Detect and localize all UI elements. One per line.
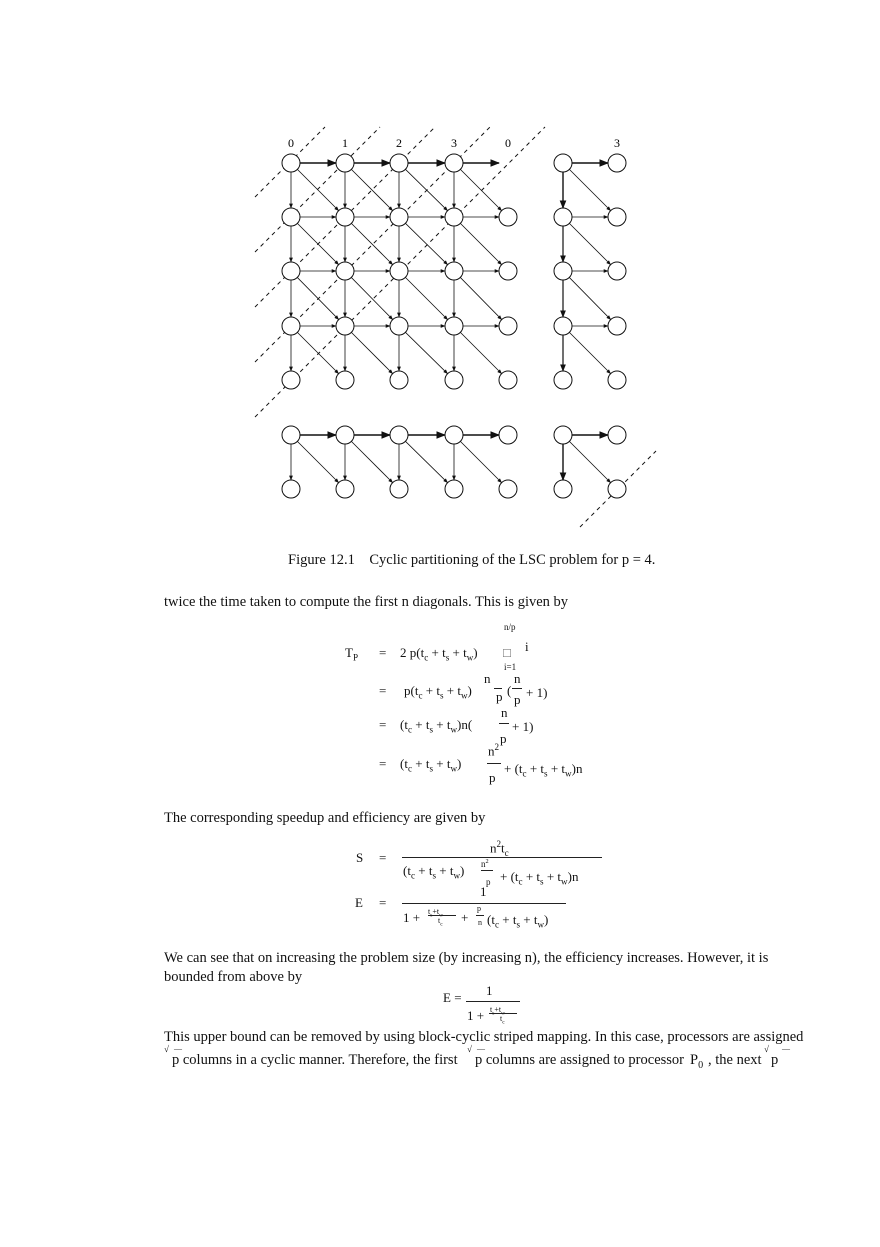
frac-n-squared: $n^2$ xyxy=(488,742,500,759)
sqrt-bar: — xyxy=(477,1044,485,1053)
grid-node xyxy=(608,426,626,444)
sqrt-symbol: √ xyxy=(764,1044,769,1054)
grid-node xyxy=(608,371,626,389)
eq-sign: = xyxy=(379,756,387,771)
grid-node xyxy=(499,317,517,335)
eq-sign: = xyxy=(379,683,387,698)
grid-node xyxy=(608,317,626,335)
efficiency-paragraph-line-1: We can see that on increasing the problem size (by increasing n), the efficiency increases. However, it is xyxy=(164,950,769,966)
grid-node xyxy=(554,262,572,280)
grid-node xyxy=(445,426,463,444)
last-line-part-b: p columns are assigned to processor xyxy=(475,1052,684,1068)
tp-line-4-tail: + $(t_c + t_s + t_w)n$ xyxy=(504,761,583,779)
last-line-part-c: , the next xyxy=(708,1052,762,1068)
grid-node xyxy=(554,480,572,498)
grid-node xyxy=(608,154,626,172)
sqrt-bar: — xyxy=(782,1044,790,1053)
grid-node xyxy=(282,480,300,498)
eq-sign: = xyxy=(379,717,387,732)
efficiency-p: p xyxy=(477,904,481,913)
grid-node xyxy=(445,317,463,335)
frac-n: n xyxy=(514,671,521,686)
grid-node xyxy=(554,426,572,444)
dependency-arrow xyxy=(351,223,392,264)
dependency-arrow xyxy=(569,223,610,264)
efficiency-lhs: E xyxy=(355,895,363,910)
grid-node xyxy=(282,154,300,172)
bound-lhs: E = xyxy=(443,990,462,1005)
grid-node xyxy=(282,317,300,335)
grid-node xyxy=(282,426,300,444)
column-label: 0 xyxy=(505,136,511,150)
grid-node xyxy=(554,154,572,172)
grid-node xyxy=(336,480,354,498)
efficiency-numerator: 1 xyxy=(480,884,487,899)
grid-node xyxy=(608,480,626,498)
efficiency-frac-den: $t_c$ xyxy=(438,916,443,928)
last-line-p: p xyxy=(771,1052,779,1068)
tp-line-2: $p(t_c + t_s + t_w)$ xyxy=(404,683,472,701)
frac-p: p xyxy=(514,692,521,707)
sqrt-bar: — xyxy=(174,1044,182,1053)
dependency-arrow xyxy=(297,441,338,482)
intro-paragraph: twice the time taken to compute the first n diagonals. This is given by xyxy=(164,594,569,610)
grid-node xyxy=(445,480,463,498)
efficiency-tail: $(t_c + t_s + t_w)$ xyxy=(487,912,549,930)
grid-node xyxy=(336,208,354,226)
dependency-arrow xyxy=(460,277,501,319)
frac-n: n xyxy=(501,705,508,720)
eq-sign: = xyxy=(379,645,387,660)
grid-node xyxy=(445,371,463,389)
dependency-arrow xyxy=(569,441,610,482)
dependency-arrow xyxy=(460,441,501,482)
grid-node xyxy=(336,426,354,444)
grid-node xyxy=(554,371,572,389)
grid-node xyxy=(608,208,626,226)
speedup-numerator: $n^2t_c$ xyxy=(490,839,509,858)
grid-node xyxy=(608,262,626,280)
speedup-denominator-a: $(t_c + t_s + t_w)$ xyxy=(403,863,465,881)
tp-lhs: $T_P$ xyxy=(345,645,359,663)
dependency-arrow xyxy=(569,332,610,373)
dependency-arrow xyxy=(297,169,338,210)
eq-sign: = xyxy=(379,895,387,910)
dependency-arrow xyxy=(405,223,447,264)
speedup-lhs: S xyxy=(356,850,364,865)
efficiency-plus: + xyxy=(461,910,469,925)
speedup-den-n2: $n^2$ xyxy=(481,858,489,869)
grid-node xyxy=(390,480,408,498)
dependency-arrow xyxy=(351,277,392,319)
frac-p: p xyxy=(489,770,496,785)
grid-node xyxy=(499,371,517,389)
mapping-paragraph: This upper bound can be removed by using block-cyclic striped mapping. In this case, processors are assigned xyxy=(164,1029,804,1045)
bound-numerator: 1 xyxy=(486,983,493,998)
plus-one: + 1) xyxy=(526,685,548,700)
tp-line-4: $(t_c + t_s + t_w)$ xyxy=(400,756,462,774)
column-label: 2 xyxy=(396,136,402,150)
grid-node xyxy=(390,262,408,280)
grid-node xyxy=(390,154,408,172)
dependency-arrow xyxy=(460,169,501,210)
grid-node xyxy=(499,426,517,444)
dependency-arrow xyxy=(351,332,392,373)
column-label: 3 xyxy=(614,136,620,150)
dependency-arrow xyxy=(569,169,610,210)
grid-node xyxy=(282,371,300,389)
bound-den-one-plus: 1 + xyxy=(467,1008,485,1023)
grid-node xyxy=(390,317,408,335)
grid-node xyxy=(499,262,517,280)
grid-node xyxy=(282,262,300,280)
eq-sign: = xyxy=(379,850,387,865)
speedup-denominator-b: + $(t_c + t_s + t_w)n$ xyxy=(500,869,579,887)
processor-p0: $P_0$ xyxy=(690,1052,704,1071)
tp-line-3: $(t_c + t_s + t_w)n$( xyxy=(400,717,473,735)
grid-node xyxy=(499,208,517,226)
sqrt-symbol: √ xyxy=(467,1044,472,1054)
efficiency-paragraph-line-2: bounded from above by xyxy=(164,969,303,985)
grid-node xyxy=(554,208,572,226)
efficiency-n: n xyxy=(478,918,482,927)
grid-node xyxy=(336,262,354,280)
sum-term: i xyxy=(525,639,529,654)
grid-node xyxy=(445,154,463,172)
column-label: 0 xyxy=(288,136,294,150)
grid-node xyxy=(390,426,408,444)
grid-node xyxy=(554,317,572,335)
open-paren: ( xyxy=(507,683,512,698)
sum-lower-limit: i=1 xyxy=(504,662,517,672)
column-label: 1 xyxy=(342,136,348,150)
grid-node xyxy=(336,317,354,335)
plus-one: + 1) xyxy=(512,719,534,734)
speedup-intro: The corresponding speedup and efficiency are given by xyxy=(164,810,486,826)
dependency-arrow xyxy=(405,277,447,319)
grid-node xyxy=(445,262,463,280)
dependency-arrow xyxy=(460,332,501,373)
dependency-arrow xyxy=(460,223,501,264)
dependency-arrow xyxy=(405,332,447,373)
bound-frac-num: $t_s+t_w$ xyxy=(490,1005,506,1017)
dependency-arrow xyxy=(297,332,338,373)
lsc-cyclic-partition-figure xyxy=(0,0,880,560)
sqrt-symbol: √ xyxy=(164,1044,169,1054)
bound-frac-den: $t_c$ xyxy=(500,1014,505,1026)
sum-upper-limit: n/p xyxy=(504,622,516,632)
frac-p: p xyxy=(496,689,503,704)
grid-node xyxy=(336,371,354,389)
column-label: 3 xyxy=(451,136,457,150)
grid-node xyxy=(445,208,463,226)
speedup-den-p: p xyxy=(486,877,491,887)
last-line-part-a: p columns in a cyclic manner. Therefore, the first xyxy=(172,1052,458,1068)
grid-node xyxy=(282,208,300,226)
grid-node xyxy=(499,480,517,498)
dependency-arrow xyxy=(351,441,392,482)
efficiency-frac-num: $t_s+t_w$ xyxy=(428,907,444,919)
dependency-arrow xyxy=(405,441,447,482)
sum-symbol: □ xyxy=(503,645,511,660)
frac-p: p xyxy=(500,731,507,746)
grid-node xyxy=(336,154,354,172)
figure-caption: Figure 12.1 Cyclic partitioning of the LSC problem for p = 4. xyxy=(288,552,656,568)
efficiency-den-one-plus: 1 + xyxy=(403,910,421,925)
tp-line-1: 2 $p(t_c + t_s + t_w)$ xyxy=(400,645,478,663)
frac-n: n xyxy=(484,671,491,686)
grid-node xyxy=(390,208,408,226)
dependency-arrow xyxy=(569,277,610,319)
grid-node xyxy=(390,371,408,389)
